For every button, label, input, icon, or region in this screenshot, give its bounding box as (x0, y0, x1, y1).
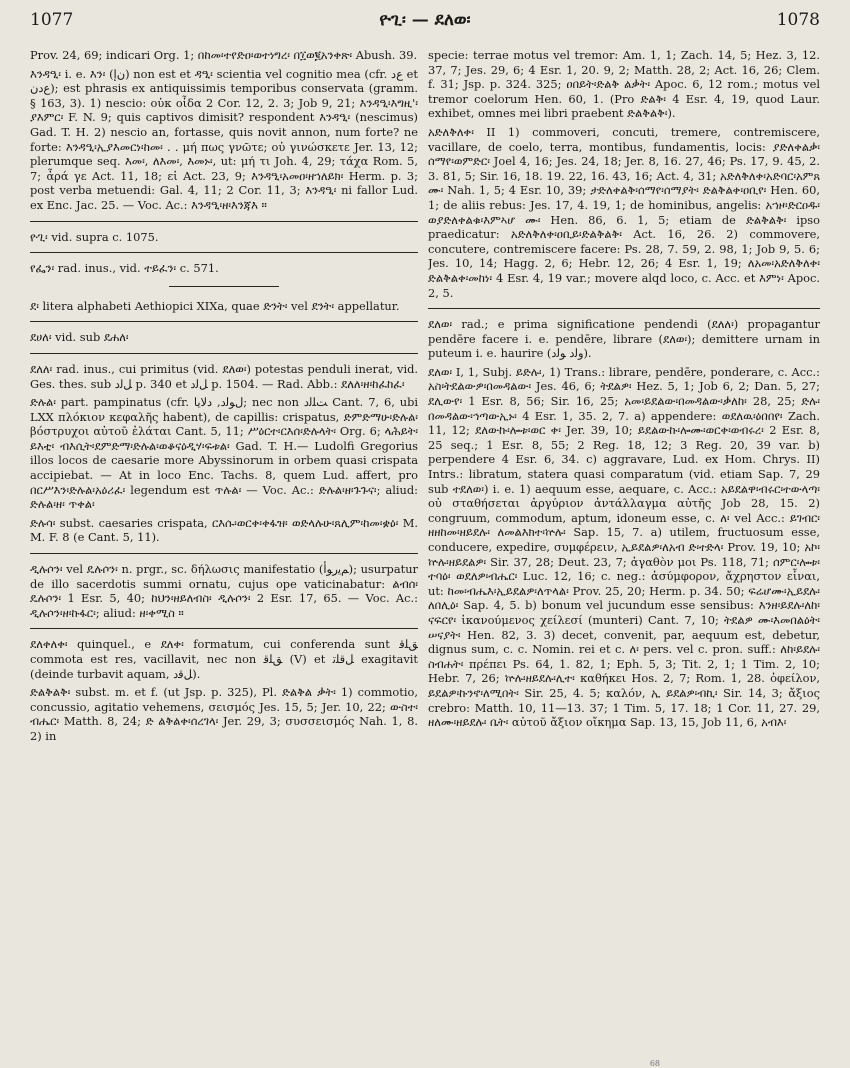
dictionary-entry: ዮጊ፡ vid. supra c. 1075. (30, 229, 159, 244)
page-number-left: 1077 (30, 10, 74, 30)
dictionary-entry: ደለለ፡ rad. inus., cui primitus (vid. ደለወ፡) potestas penduli inerat, vid. Ges. thes. sub ﻞﻟﺩ p. 340 et ﻞﻟﺩ p. 1504. — Rad. Abb.: ደለለ፡ዘ፡ከፈከፈ፡ (30, 361, 418, 391)
dictionary-entry: specie: terrae motus vel tremor: Am. 1, 1; Zach. 14, 5; Hez. 3, 12. 37, 7; Jes. 29, 6; 4 Esr. 1, 20. 9, 2; Matth. 28, 2; Act. 16, 26; Clem. f. 31; Jsp. p. 324. 325; ዐበይት፡ድልቅ ልቃት፡ Apoc. 6, 12 rom.; motus vel tremor coelorum Hen. 60, 1. (Pro ድልቅ፡ 4 Esr. 4, 19, quod Laur. exhibet, omnes mei libri praebent ድልቅልቅ፡). (428, 48, 820, 121)
dictionary-entry: የፌን፡ rad. inus., vid. ተይፈን፡ c. 571. (30, 261, 219, 276)
entry-divider (30, 252, 418, 253)
dictionary-entry: እንዳዒ፡ i. e. እን፡ (ﻥﺇ) non est et ዳዒ፡ scientia vel cognitio mea (cfr. ﻉﺩ et ﻉﺩﻥ); est phrasis ex antiquissimis temporibus conservata (gramm. § 163, 3). 1) nescio: οὐκ οἶδα 2 Cor. 12, 2. 3; Job 9, 21; እንዳዒ፡እግዚ'፡ያእምር፡ F. N. 9; quis captivos dimisit? respondent እንዳዒ፡ (nescimus) Gad. T. H. 2) nescio an, fortasse, quis novit annon, num forte? ne forte: እንዳዒ፡ኢያእመርነ፡ከመ፡ . . μή πως γνῶτε; οὐ γινώσκετε Jer. 13, 12; plerumque seq. እመ፡, ለእመ፡, እመኑ፡, ut: μή τι Joh. 4, 29; τάχα Rom. 5, 7; ἆρά γε Act. 11, 18; εἰ Act. 23, 9; እንዳዒ፡አመዐ፡ዘኀለይክ፡ Herm. p. 3; post verba metuendi: Gal. 4, 11; 2 Cor. 11, 3; እንዳዒ፡ ni fallor Lud. ex Enc. Jac. 25. — Voc. Ac.: እንዳዒ፡ዘ፡እንጃእ ። (30, 66, 418, 212)
dictionary-entry: Prov. 24, 69; indicari Org. 1; በከመ፡ተየድዐ፡ወተነግረ፡ በ፲ወ፪አንቀጽ፡ Abush. 39. (30, 48, 418, 62)
dictionary-entry: ድሉሳ፡ subst. caesaries crispata, ርእሱ፡ወርቀ፡ቀፋዝ፡ ወድላሉሁ፡ጸሊም፡ከመ፡ቋዕ፡ M. M. F. 8 (e Cant. 5, 11). (30, 515, 418, 545)
dictionary-entry: አድለቅለቀ፡ II 1) commoveri, concuti, tremere, contremiscere, vacillare, de coelo, terra, montibus, fundamentis, locis: ያድለቀልቃ፡ሰማየ፡ወምድር፡ Joel 4, 16; Jes. 24, 18; Jer. 8, 16. 27, 46; Ps. 17, 9. 45, 2. 3. 81, 5; Sir. 16, 18. 19. 22, 16. 43, 16; Act. 4, 31; አድለቅለቀ፡አድባር፡አምጸ ሙ፡ Nah. 1, 5; 4 Esr. 10, 39; ታድለቀልቅ፡ሰማየ፡ሰማያት፡ ድልቅልቀ፡ዐቢየ፡ Hen. 60, 1; de aliis rebus: Jes. 17, 4. 19, 1; de hominibus, angelis: አኀዞ፡ድርዐዱ፡ወያድለቀልቁ፡እምኣሆ ሙ፡ Hen. 86, 6. 1, 5; etiam de ድልቅልቅ፡ ipso praedicatur: አድለቅለቀ፡ዐቢይ፡ድልቅልቅ፡ Act. 16, 26. 2) commovere, concutere, contremiscere facere: Ps. 28, 7. 59, 2. 98, 1; Job 9, 5. 6; Jes. 10, 14; Hagg. 2, 6; Hebr. 12, 26; 4 Esr. 1, 19; ለአመ፡አድለቅለቀ፡ድልቅልቀ፡መከነ፡ 4 Esr. 4, 19 var.; movere alqd loco, c. Acc. et እምነ፡ Apoc. 2, 5. (428, 124, 820, 300)
entry-divider (30, 353, 418, 354)
page-number-right: 1078 (776, 10, 820, 30)
dictionary-entry: ዲሉሶን፡ vel ዴሉሶን፡ n. prgr., sc. δήλωσις manifestatio (ﻢﻳﺭﻮﺃ); usurpatur de illo sacerdotis summi ornatu, cujus ope vaticinabatur: ልብሰ፡ዴሉሶን፡ 1 Esr. 5, 40; ከህን፡ዘይለብስ፡ ዲሉሶን፡ 2 Esr. 17, 65. — Voc. Ac.: ዲሉሶን፡ዘ፡ኩፋር፡; aliud: ዘ፡ቀሚስ ። (30, 562, 418, 620)
entry-divider (30, 221, 418, 222)
section-divider (169, 286, 279, 287)
dictionary-entry: ድልቅልቅ፡ subst. m. et f. (ut Jsp. p. 325), Pl. ድልቅል ቃት፡ 1) commotio, concussio, agitatio vehemens, σεισμός Jes. 15, 5; Jer. 10, 22; ውስተ፡ብሔር፡ Matth. 8, 24; ድ ልቅልቀ፡ሰረገላ፡ Jer. 29, 3; συσσεισμός Nah. 1, 8. 2) in (30, 685, 418, 743)
dictionary-entry: ደለቀለቀ፡ quinquel., e ደለቀ፡ formatum, cui conferenda sunt ﻖﻠﻗ commota est res, vacillavit, nec non ﻖﻠﻗ (V) et ﻞﻗﻠﺗ exagitavit (deinde turbavit aquam, ﻞﻗﺩ). (30, 637, 418, 681)
signature-mark: 68 (649, 1059, 660, 1068)
entry-divider (30, 553, 418, 554)
page-header (30, 6, 820, 32)
dictionary-entry: ደ፡ litera alphabeti Aethiopici XIXa, quae ድንት፡ vel ደንት፡ appellatur. (30, 298, 400, 313)
dictionary-entry: ደሀለ፡ vid. sub ደሐለ፡ (30, 330, 129, 345)
entry-divider (428, 308, 820, 309)
dictionary-entry: ደለወ፡ rad.; e prima significatione pendendi (ደለለ፡) propagantur pendēre facere i. e. pendēre, librare (ደለወ፡); demittere urnam in puteum i. e. haurire (ﻭﻟﺩ ﻮﻟﺩ). (428, 317, 820, 361)
dictionary-entry: ድሉል፡ part. pampinatus (cfr. ﻝﻮﻟﺩ, ﺩﻻﻳﺎ; nec non ﺖﻠﻟﺩ Cant. 7, 6, ubi LXX πλόκιον κεφαλῆς habent), de capillis: crispatus, ድምድማሁ፡ድሉል፡ βόστρυχοι αὐτοῦ ἐλάται Cant. 5, 11; ሥዕርተ፡ርእሰ፡ድሉላት፡ Org. 6; ላሕይት፡ይእቲ፡ ብእሲት፡ደምድማ፡ድሉል፡ወቆናዕዲሃ፡ፍቱል፡ Gad. T. H.— Ludolfi Gregorius illos locos de caesarie more Abyssinorum in orbem quasi crispata accipiebat. — At in loco Enc. Tachs. 8, quem Lud. affert, pro በርሥእን፡ድሉል፡አዕሪፈ፡ legendum est ጥሉል፡ — Voc. Ac.: ድሉል፡ዘ፡ጉጉና፡; aliud: ድሉል፡ዘ፡ ጥቀል፡ (30, 395, 418, 512)
left-column (30, 48, 418, 1062)
entry-divider (30, 321, 418, 322)
right-column (428, 48, 820, 1062)
dictionary-entry: ደለወ፡ I, 1, Subj. ይድሉ፡, 1) Trans.: librare, pendēre, ponderare, c. Acc.: አስ፡ትደልውዎ፡በመዳልው፡ Jes. 46, 6; ትደልዎ፡ Hez. 5, 1; Job 6, 2; Dan. 5, 27; ደሊውየ፡ 1 Esr. 8, 56; Sir. 16, 25; አመ፡ይደልው፡በመዳልው፡ቃለከ፡ 28, 25; ድሉ፡በመዳልው፡ኅጣውኢኑ፡ 4 Esr. 1, 35. 2, 7. a) appendere: ወደለዉ፡ዕበበየ፡ Zach. 11, 12; ደለውኩ፡ሎቱ፡ወር ቀ፡ Jer. 39, 10; ይደልውኩ፡ሎሙ፡ወርቀ፡ወብሩረ፡ 2 Esr. 8, 25 seq.; 1 Esr. 8, 55; 2 Reg. 18, 12; 3 Reg. 20, 39 var. b) perpendere 4 Esr. 6, 34. c) aggravare, Lud. ex Hom. Chrys. II) Intrs.: libratum, statera quasi comparatum (vid. etiam Sap. 7, 29 sub ተደለወ፡) i. e. 1) aequum esse, aequare, c. Acc.: አይደልዋ፡ብሩር፡ተውላጣ፡ οὐ σταθήσεται ἀργύριον ἀντάλλαγμα αὐτῆς Job 28, 15. 2) congruum, commodum, aptum, idoneum esse, c. ለ፡ vel Acc.: ይገብር፡ዘዘከመ፡ዘይደሉ፡ ለመልእክተ፡ኵሉ፡ Sap. 15, 7. a) utilem, fructuosum esse, conducere, expedire, συμφέρειν, ኢይደልዎ፡ለአብ ድ፡ተድላ፡ Prov. 19, 10; አኮ፡ኵሉ፡ዘይደልዎ፡ Sir. 37, 28; Deut. 23, 7; ἀγαθὸν μοι Ps. 118, 71; ሰምር፡ሎቱ፡ተባዕ፡ ወደለዎ፡ብሔር፡ Luc. 12, 16; c. neg.: ἀσύμφορον, ἄχρηστον εἶναι, ut: ከመ፡ብሔእ፡ኢይደልዎ፡ለጥላል፡ Prov. 25, 20; Herm. p. 34. 50; ፍሬሆሙ፡ኢይደሉ፡ለበሊዕ፡ Sap. 4, 5. b) bonum vel jucundum esse sensibus: እንዘ፡ይደሉ፡ለከ፡ ናፍርየ፡ ἱκανούμενος χείλεσί (munteri) Cant. 7, 10; ትደልዎ ሙ፡እመበልዕት፡ሠናያት፡ Hen. 82, 3. 3) decet, convenit, par, aequum est, debetur, dignus sum, c. c. Nomin. rei et c. ለ፡ pers. vel c. pron. suff.: ለከ፡ይደሉ፡ስብሐት፡ πρέπει Ps. 64, 1. 82, 1; Eph. 5, 3; Tit. 2, 1; 1 Tim. 2, 10; Hebr. 7, 26; ኵሉ፡ዘይደሉ፡ሊተ፡ καθήκει Hos. 2, 7; Rom. 1, 28. ὀφείλον, ይደልዎ፡ኩንኖ፡ለሚበት፡ Sir. 25, 4. 5; καλόν, ኢ ይደልዎ፡ብኪ፡ Sir. 14, 3; ἄξιος crebro: Matth. 10, 11—13. 37; 1 Tim. 5, 17. 18; 1 Cor. 11, 27. 29, ዘለሙ፡ዘይደሉ፡ ቤት፡ αὐτοῦ ἄξιον οἴκημα Sap. 13, 15, Job 11, 6, አብእ፡ (428, 364, 820, 730)
running-title: ዮጊ፡ — ደለወ፡ (379, 10, 471, 30)
entry-divider (30, 628, 418, 629)
